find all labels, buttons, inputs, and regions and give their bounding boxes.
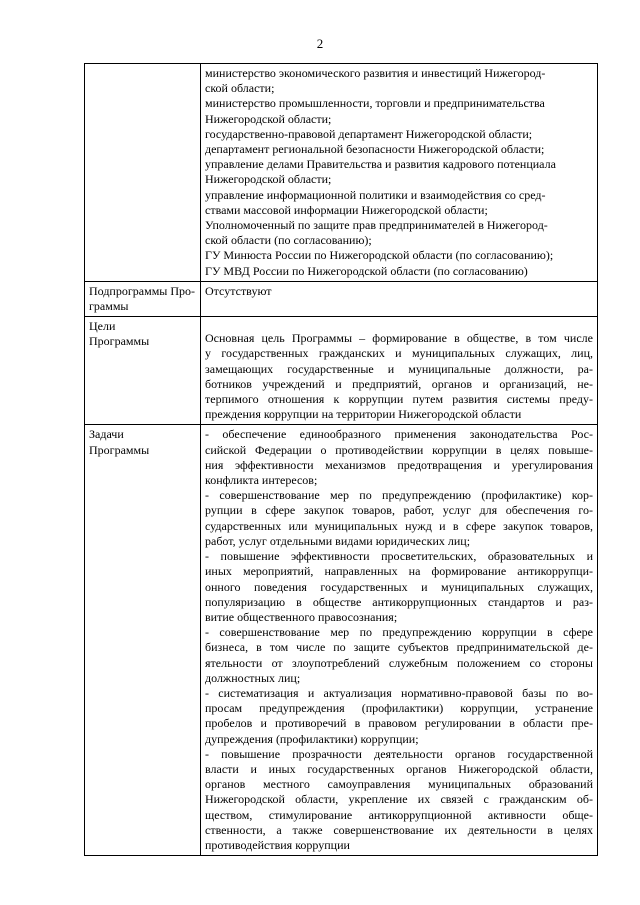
row-spacer	[205, 319, 593, 331]
content-line: терпимого отношения к коррупции путем развития системы преду-	[205, 392, 593, 407]
content-line: пробелов и противоречий в правовом регулировании в области пре-	[205, 716, 593, 731]
content-line: Нижегородской области;	[205, 111, 332, 126]
content-line: - совершенствование мер по предупреждению (профилактике) кор-	[205, 488, 593, 503]
content-line: ственности, а также совершенствование их деятельности в целях	[205, 822, 593, 837]
content-line: Нижегородской области, укрепление их связей с гражданским об-	[205, 792, 593, 807]
content-line: - повышение эффективности просветительских, образовательных и	[205, 549, 593, 564]
content-line: иных мероприятий, направленных на формирование антикоррупци-	[205, 564, 593, 579]
content-line: у государственных гражданских и муниципальных служащих, лиц,	[205, 346, 593, 361]
content-line: управление делами Правительства и развития кадрового потенциала	[205, 157, 556, 172]
row-label-cell	[85, 64, 201, 282]
content-line: ятельности от злоупотреблений служебным положением со стороны	[205, 655, 593, 670]
content-line: органов местного самоуправления муниципальных образований	[205, 777, 593, 792]
row-content-cell	[201, 64, 598, 282]
row-spacer	[205, 299, 593, 311]
content-line: Отсутствуют	[205, 283, 272, 298]
content-line: онного поведения государственных и муниципальных служащих,	[205, 579, 593, 594]
label-line: Программы	[89, 334, 150, 349]
content-line: государственно-правовой департамент Нижегородской области;	[205, 126, 533, 141]
content-line: - систематизация и актуализация нормативно-правовой базы по во-	[205, 685, 593, 700]
content-line: сударственных или муниципальных нужд и в сфере закупок товаров,	[205, 518, 593, 533]
content-line: - совершенствование мер по предупреждению коррупции в сфере	[205, 625, 593, 640]
content-line: ществом, стимулирование антикоррупционной активности обще-	[205, 807, 593, 822]
row-content-cell	[201, 317, 598, 425]
label-line: граммы	[89, 299, 129, 314]
row-label-cell	[85, 317, 201, 425]
label-line: Задачи	[89, 427, 124, 442]
content-line: работ, услуг отдельными видами юридических лиц;	[205, 533, 471, 548]
label-line: Подпрограммы Про-	[89, 283, 196, 298]
row-content-cell	[201, 281, 598, 316]
content-line: ботников учреждений и предприятий, органов и организаций, не-	[205, 376, 593, 391]
row-label-cell	[85, 281, 201, 316]
content-line: департамент региональной безопасности Нижегородской области;	[205, 142, 545, 157]
table-row-subprograms	[85, 281, 598, 316]
content-line: популяризацию в обществе антикоррупционных стандартов и раз-	[205, 594, 593, 609]
content-line: - обеспечение единообразного применения законодательства Рос-	[205, 427, 593, 442]
content-line: ния эффективности механизмов предотвращения и урегулирования	[205, 457, 593, 472]
program-passport-table	[84, 63, 598, 856]
content-line: дупреждения (профилактики) коррупции;	[205, 731, 419, 746]
content-line: просам предупреждения (профилактики) коррупции, устранение	[205, 701, 593, 716]
content-line: рупции в сфере закупок товаров, работ, услуг для обеспечения го-	[205, 503, 593, 518]
content-line: сийской Федерации о противодействии коррупции в целях повыше-	[205, 442, 593, 457]
content-line: ГУ Минюста России по Нижегородской области (по согласованию);	[205, 248, 554, 263]
content-line: - повышение прозрачности деятельности органов государственной	[205, 746, 593, 761]
content-line: замещающих государственные и муниципальные должности, ра-	[205, 361, 593, 376]
row-label-cell	[85, 425, 201, 856]
content-line: Основная цель Программы – формирование в обществе, в том числе	[205, 331, 593, 346]
label-line: Цели	[89, 319, 116, 334]
content-line: должностных лиц;	[205, 670, 301, 685]
content-line: власти и иных государственных органов Нижегородской области,	[205, 761, 593, 776]
content-line: противодействия коррупции	[205, 837, 350, 852]
content-line: министерство экономического развития и инвестиций Нижегород-	[205, 66, 546, 80]
content-line: Нижегородской области;	[205, 172, 332, 187]
content-line: витие общественного правосознания;	[205, 609, 398, 624]
table-row-executors	[85, 64, 598, 282]
content-line: ской области;	[205, 81, 275, 96]
row-content-cell	[201, 425, 598, 856]
page-number: 2	[316, 36, 324, 51]
table-row-goals	[85, 317, 598, 425]
content-line: ской области (по согласованию);	[205, 233, 372, 248]
content-line: конфликта интересов;	[205, 473, 318, 488]
label-line: Программы	[89, 442, 150, 457]
content-line: бизнеса, в том числе по защите субъектов предпринимательской де-	[205, 640, 593, 655]
content-line: управление информационной политики и взаимодействия со сред-	[205, 187, 546, 202]
content-line: ствами массовой информации Нижегородской области;	[205, 202, 488, 217]
content-line: ГУ МВД России по Нижегородской области (по согласованию)	[205, 263, 528, 278]
content-line: Уполномоченный по защите прав предпринимателей в Нижегород-	[205, 218, 548, 233]
content-line: министерство промышленности, торговли и предпринимательства	[205, 96, 545, 111]
table-row-tasks	[85, 425, 598, 856]
content-line: преждения коррупции на территории Нижегородской области	[205, 407, 522, 422]
